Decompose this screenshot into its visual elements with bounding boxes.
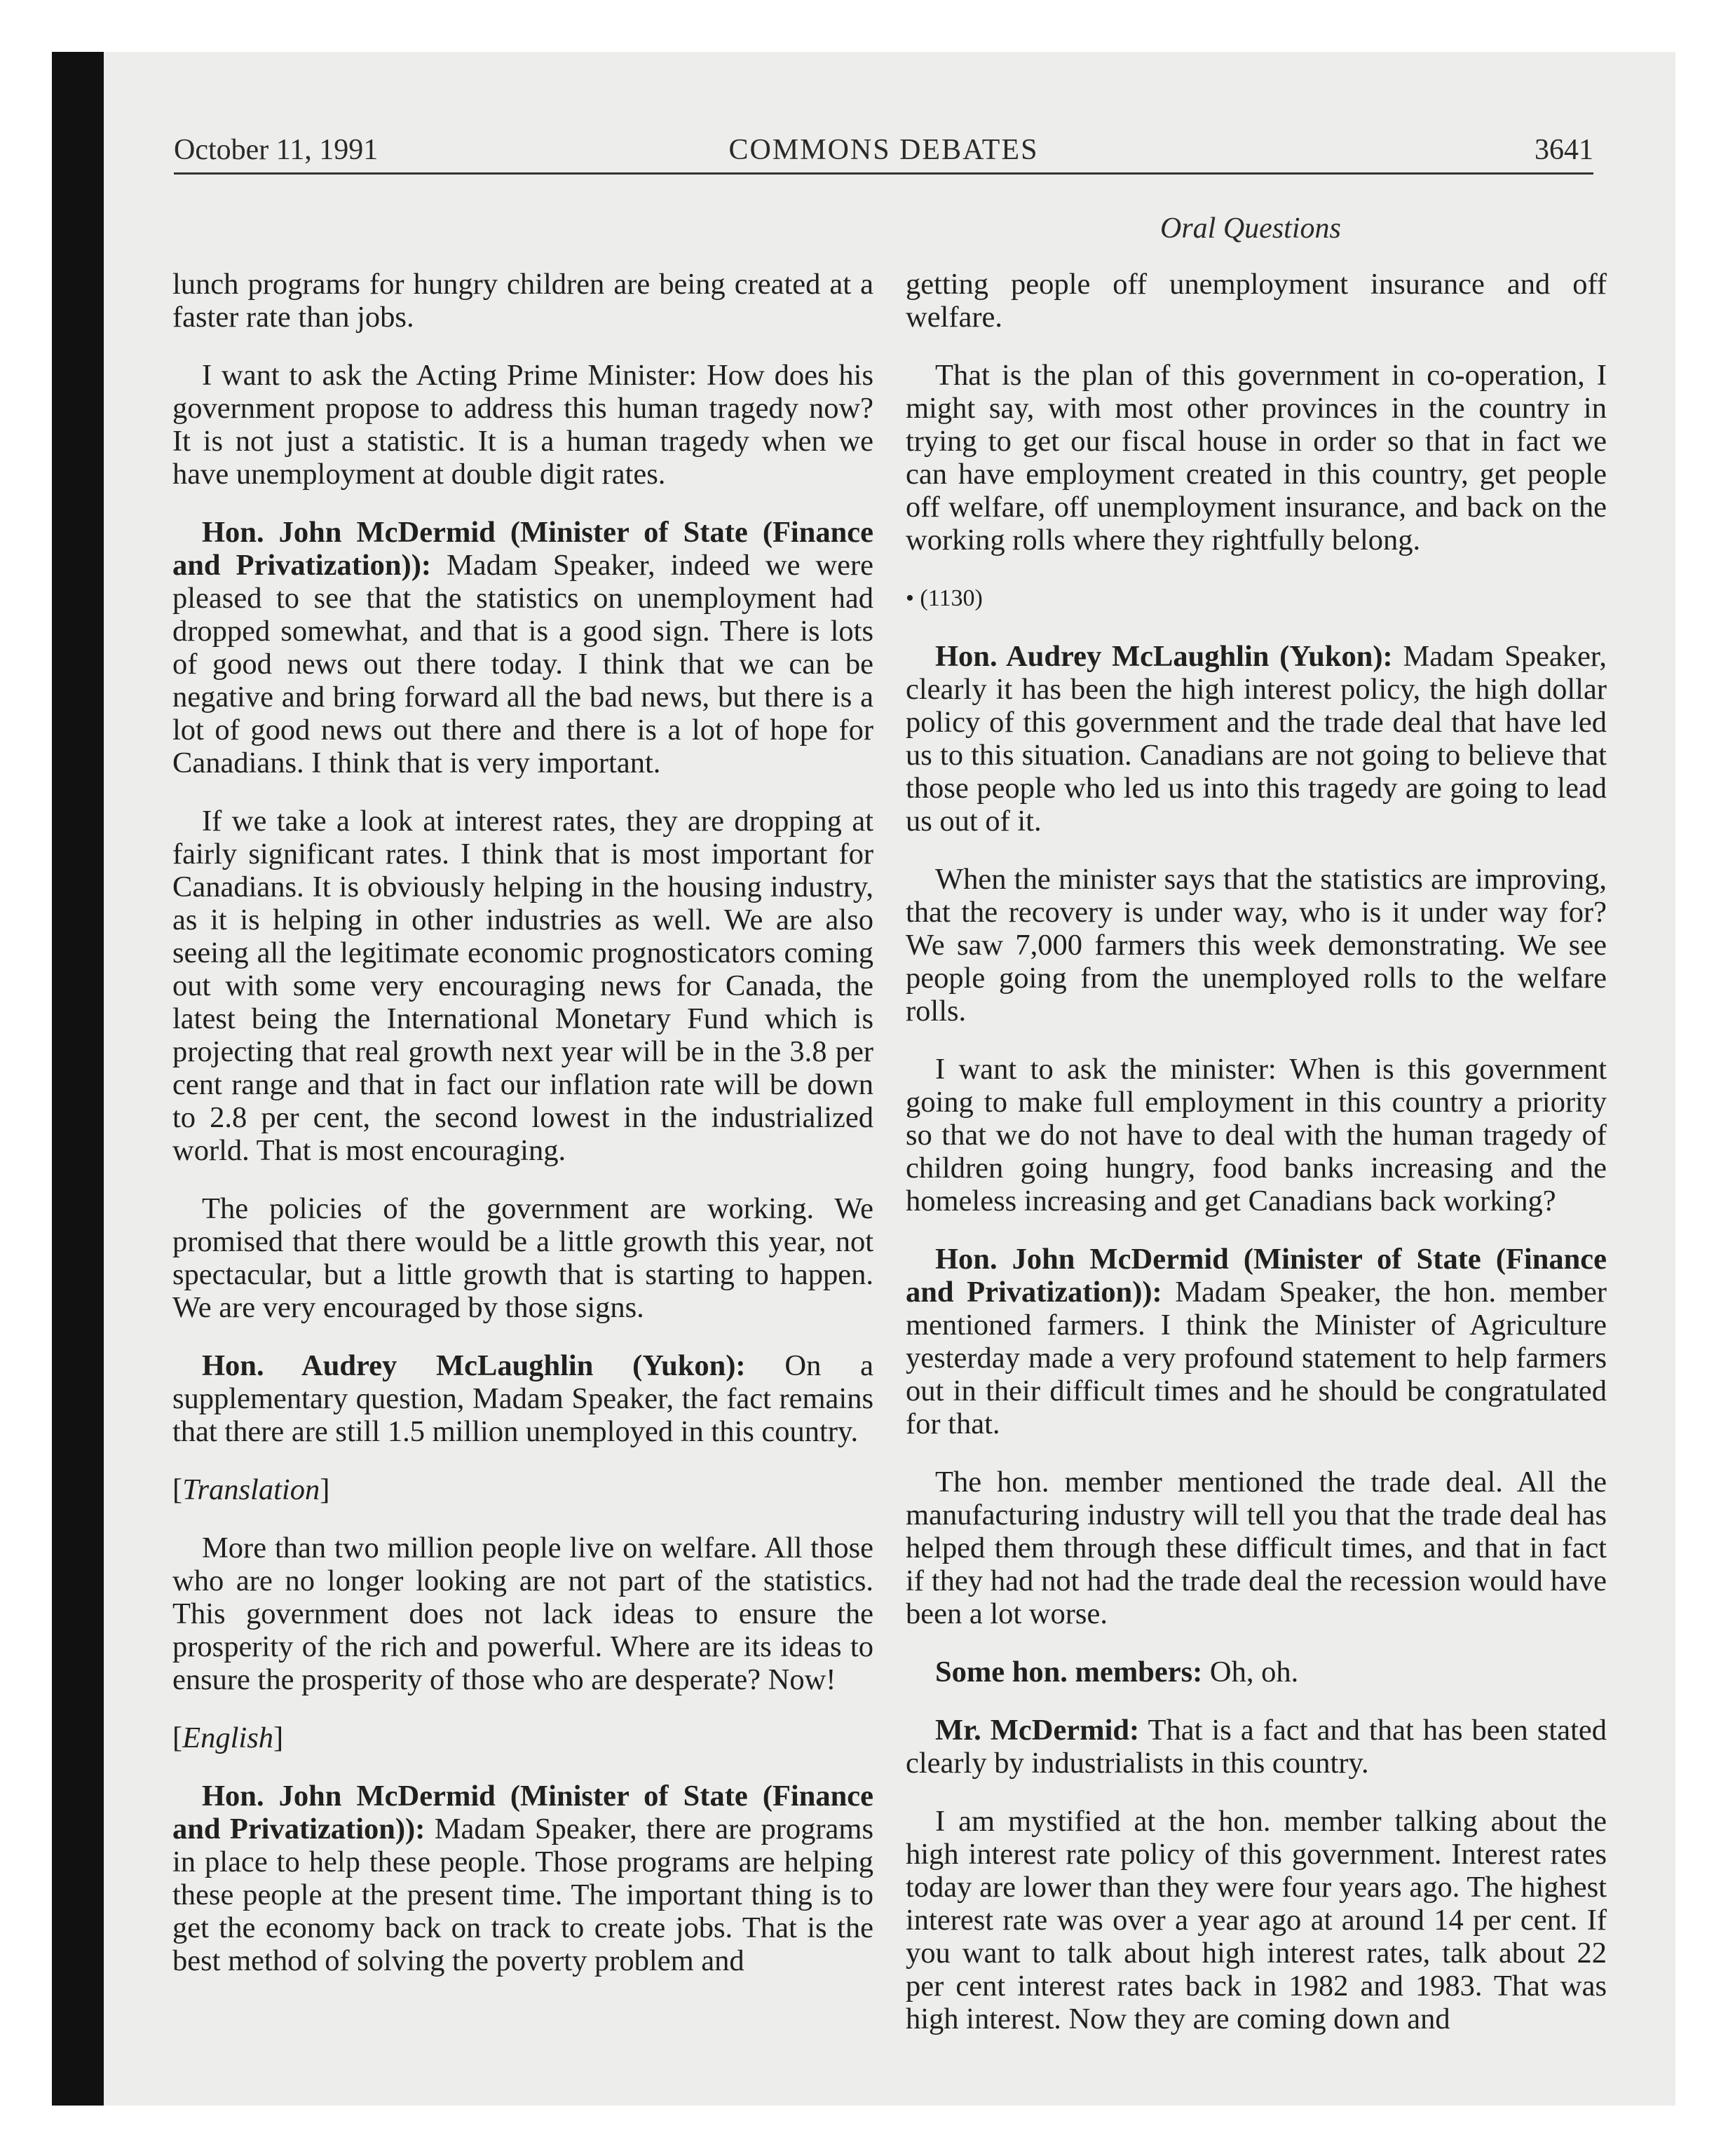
text-paragraph: That is the plan of this government in co-operation, I might say, with most other provinces in the country in trying to get our fiscal house in order so that in fact we can have employment created in this country, get people off welfare, off unemployment insurance, and back on the working rolls where they rightfully belong. — [906, 359, 1607, 557]
text-paragraph: lunch programs for hungry children are being created at a faster rate than jobs. — [172, 268, 873, 334]
language-marker-text: English — [182, 1721, 274, 1754]
speech-paragraph — [906, 1656, 1607, 1688]
header-date: October 11, 1991 — [174, 134, 379, 166]
page-header — [174, 133, 1593, 175]
time-marker: • (1130) — [906, 585, 983, 611]
speech-text: That is a fact and that has been stated clearly by industrialists in this country. — [906, 1714, 1607, 1780]
text-paragraph: The hon. member mentioned the trade deal. All the manufacturing industry will tell you that the trade deal has helped them through these difficult times, and that in fact if they had not had the trade deal the recession would have been a lot worse. — [906, 1466, 1607, 1630]
right-column — [906, 268, 1607, 2061]
speaker-name: Hon. John McDermid (Minister of State (Finance and Privatization)): — [172, 1780, 873, 1845]
text-paragraph: If we take a look at interest rates, they are dropping at fairly significant rates. I think that is most important for Canadians. It is obviously helping in the housing industry, as it is helping in other industries as well. We are also seeing all the legitimate economic prognosticators coming out with some very encouraging news for Canada, the latest being the International Monetary Fund which is projecting that real growth next year will be in the 3.8 per cent range and that in fact our inflation rate will be down to 2.8 per cent, the second lowest in the industrialized world. That is most encouraging. — [172, 805, 873, 1167]
text-paragraph: getting people off unemployment insurance and off welfare. — [906, 268, 1607, 334]
text-paragraph: I want to ask the Acting Prime Minister: How does his government propose to address this human tragedy now? It is not just a statistic. It is a human tragedy when we have unemployment at double digit rates. — [172, 359, 873, 491]
header-title: COMMONS DEBATES — [728, 134, 1039, 166]
text-paragraph: When the minister says that the statistics are improving, that the recovery is under way, who is it under way for? We saw 7,000 farmers this week demonstrating. We see people going from the unemployed rolls to the welfare rolls. — [906, 863, 1607, 1028]
speaker-name: Hon. Audrey McLaughlin (Yukon): — [202, 1349, 746, 1382]
section-label: Oral Questions — [1160, 212, 1341, 245]
header-page-number: 3641 — [1535, 134, 1593, 166]
header-rule — [174, 172, 1593, 175]
speech-text: Madam Speaker, indeed we were pleased to see that the statistics on unemployment had dropped somewhat, and that is a good sign. There is lots of good news out there today. I think that we can be negative and bring forward all the bad news, but there is a lot of good news out there and there is a lot of hope for Canadians. I think that is very important. — [172, 549, 873, 779]
speaker-name: Hon. Audrey McLaughlin (Yukon): — [935, 640, 1393, 673]
speech-paragraph — [172, 516, 873, 779]
language-marker-text: Translation — [182, 1473, 320, 1506]
speech-text: Madam Speaker, there are programs in place to help these people. Those programs are helping these people at the present time. The important thing is to get the economy back on track to create jobs. That is the best method of solving the poverty problem and — [172, 1813, 873, 1977]
speech-text: Oh, oh. — [1202, 1656, 1299, 1688]
speech-paragraph — [172, 1349, 873, 1448]
speaker-name: Mr. McDermid: — [935, 1714, 1140, 1747]
speech-text: On a supplementary question, Madam Speaker, the fact remains that there are still 1.5 million unemployed in this country. — [172, 1349, 873, 1448]
speech-paragraph — [906, 1243, 1607, 1440]
speech-text: Madam Speaker, clearly it has been the high interest policy, the high dollar policy of this government and the trade deal that have led us to this situation. Canadians are not going to believe that those people who led us into this tragedy are going to lead us out of it. — [906, 640, 1607, 838]
speech-paragraph — [172, 1780, 873, 1977]
speaker-name: Hon. John McDermid (Minister of State (Finance and Privatization)): — [172, 516, 873, 582]
speaker-name: Hon. John McDermid (Minister of State (Finance and Privatization)): — [906, 1243, 1607, 1309]
speech-paragraph — [906, 640, 1607, 838]
language-marker: [Translation] — [172, 1473, 330, 1506]
text-paragraph: More than two million people live on welfare. All those who are no longer looking are not part of the statistics. This government does not lack ideas to ensure the prosperity of the rich and powerful. Where are its ideas to ensure the prosperity of those who are desperate? Now! — [172, 1531, 873, 1696]
text-paragraph: I am mystified at the hon. member talking about the high interest rate policy of this government. Interest rates today are lower than they were four years ago. The highest interest rate was over a year ago at around 14 per cent. If you want to talk about high interest rates, talk about 22 per cent interest rates back in 1982 and 1983. That was high interest. Now they are coming down and — [906, 1805, 1607, 2035]
speaker-name: Some hon. members: — [935, 1656, 1203, 1688]
scan-binding-edge — [52, 52, 104, 2106]
text-paragraph: The policies of the government are working. We promised that there would be a little growth this year, not spectacular, but a little growth that is starting to happen. We are very encouraged by those signs. — [172, 1192, 873, 1324]
text-paragraph: I want to ask the minister: When is this government going to make full employment in this country a priority so that we do not have to deal with the human tragedy of children going hungry, food banks increasing and the homeless increasing and get Canadians back working? — [906, 1053, 1607, 1217]
speech-text: Madam Speaker, the hon. member mentioned farmers. I think the Minister of Agriculture yesterday made a very profound statement to help farmers out in their difficult times and he should be congratulated for that. — [906, 1276, 1607, 1440]
left-column — [172, 268, 873, 2003]
language-marker: [English] — [172, 1721, 284, 1754]
speech-paragraph — [906, 1714, 1607, 1780]
